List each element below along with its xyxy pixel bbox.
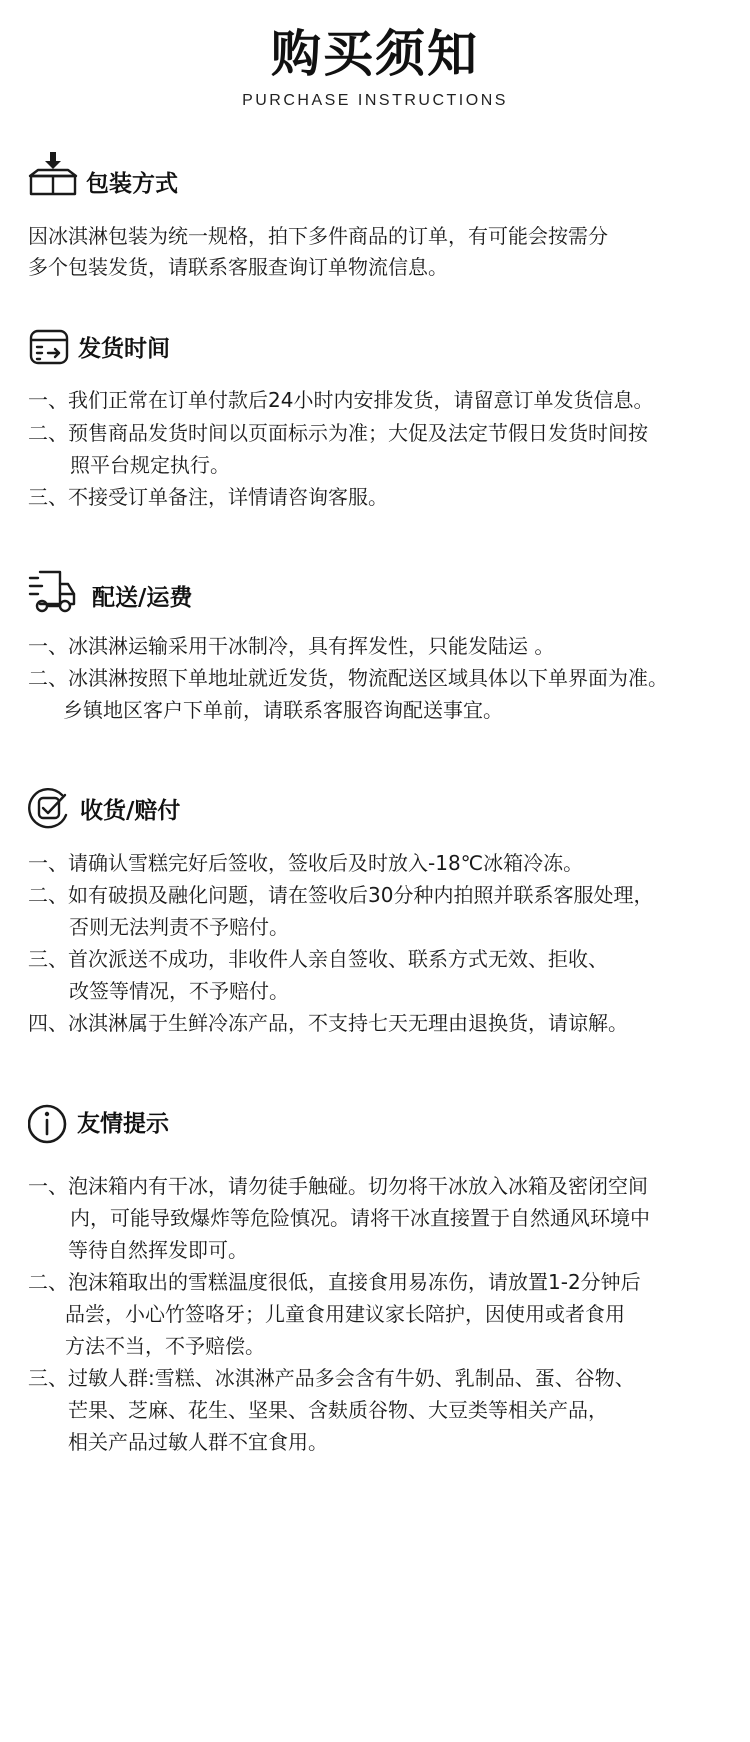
section-header xyxy=(28,150,628,198)
page-subtitle: PURCHASE INSTRUCTIONS xyxy=(242,92,508,109)
text-line: 三、首次派送不成功，非收件人亲自签收、联系方式无效、拒收、 xyxy=(28,947,608,971)
section-title: 包装方式 xyxy=(86,171,178,197)
text-line: 三、不接受订单备注，详情请咨询客服。 xyxy=(28,485,388,509)
text-line: 二、预售商品发货时间以页面标示为准；大促及法定节假日发货时间按 xyxy=(28,421,648,445)
section-shipping-time xyxy=(0,325,750,525)
text-line: 二、泡沫箱取出的雪糕温度很低，直接食用易冻伤，请放置1-2分钟后 xyxy=(28,1270,641,1294)
section-friendly-tips xyxy=(0,1098,750,1478)
text-line: 等待自然挥发即可。 xyxy=(68,1238,248,1262)
text-line: 内，可能导致爆炸等危险慎况。请将干冰直接置于自然通风环境中 xyxy=(70,1206,650,1230)
delivery-truck-icon xyxy=(28,568,88,616)
text-line: 品尝，小心竹签咯牙；儿童食用建议家长陪护，因使用或者食用 xyxy=(65,1302,625,1326)
text-line: 多个包装发货，请联系客服查询订单物流信息。 xyxy=(28,255,448,279)
section-title: 收货/赔付 xyxy=(80,798,181,824)
text-line: 否则无法判责不予赔付。 xyxy=(69,915,289,939)
text-line: 二、冰淇淋按照下单地址就近发货，物流配送区域具体以下单界面为准。 xyxy=(28,666,668,690)
text-line: 方法不当，不予赔偿。 xyxy=(65,1334,265,1358)
text-line: 因冰淇淋包装为统一规格，拍下多件商品的订单，有可能会按需分 xyxy=(28,224,608,248)
section-delivery-fee xyxy=(0,568,750,748)
text-line: 一、我们正常在订单付款后24小时内安排发货，请留意订单发货信息。 xyxy=(28,388,654,412)
receipt-check-icon xyxy=(28,785,84,833)
section-header xyxy=(28,1098,628,1146)
text-line: 照平台规定执行。 xyxy=(70,453,230,477)
section-title: 配送/运费 xyxy=(92,585,193,611)
text-line: 四、冰淇淋属于生鲜冷冻产品，不支持七天无理由退换货，请谅解。 xyxy=(28,1011,628,1035)
text-line: 芒果、芝麻、花生、坚果、含麸质谷物、大豆类等相关产品， xyxy=(68,1398,608,1422)
text-line: 改签等情况，不予赔付。 xyxy=(69,979,289,1003)
text-line: 三、过敏人群:雪糕、冰淇淋产品多会含有牛奶、乳制品、蛋、谷物、 xyxy=(28,1366,635,1390)
text-line: 一、冰淇淋运输采用干冰制冷，具有挥发性，只能发陆运 。 xyxy=(28,634,555,658)
section-packaging xyxy=(0,150,750,290)
calendar-shipping-icon xyxy=(28,325,84,373)
page-title: 购买须知 xyxy=(271,24,479,83)
section-receipt-compensation xyxy=(0,785,750,1045)
section-title: 发货时间 xyxy=(78,336,170,362)
info-circle-icon xyxy=(28,1098,84,1146)
text-line: 乡镇地区客户下单前，请联系客服咨询配送事宜。 xyxy=(63,698,503,722)
section-title: 友情提示 xyxy=(77,1111,169,1137)
section-header xyxy=(28,325,628,373)
package-box-icon xyxy=(28,150,84,198)
text-line: 一、泡沫箱内有干冰，请勿徒手触碰。切勿将干冰放入冰箱及密闭空间 xyxy=(28,1174,648,1198)
section-header xyxy=(28,785,628,833)
section-header xyxy=(28,568,628,616)
text-line: 相关产品过敏人群不宜食用。 xyxy=(68,1430,328,1454)
text-line: 一、请确认雪糕完好后签收，签收后及时放入-18℃冰箱冷冻。 xyxy=(28,851,584,875)
text-line: 二、如有破损及融化问题，请在签收后30分种内拍照并联系客服处理， xyxy=(28,883,654,907)
